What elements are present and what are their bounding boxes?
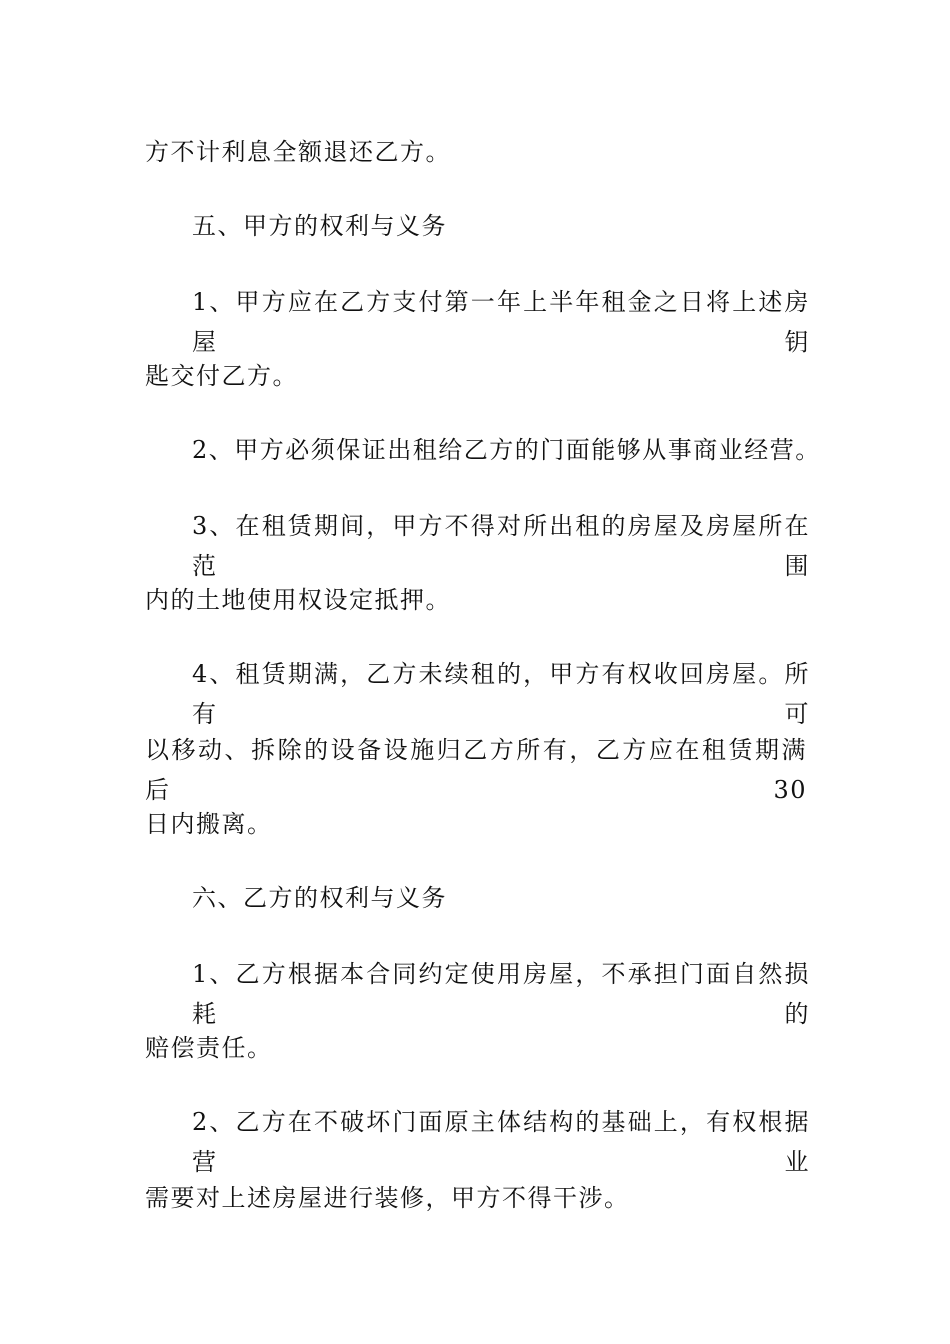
section-heading: 六、乙方的权利与义务 (192, 884, 447, 912)
text-line: 3、在租赁期间，甲方不得对所出租的房屋及房屋所在范围 (192, 512, 810, 580)
text-line: 内的土地使用权设定抵押。 (145, 586, 451, 614)
text-line: 方不计利息全额退还乙方。 (145, 138, 451, 166)
text-line: 需要对上述房屋进行装修，甲方不得干涉。 (145, 1184, 630, 1212)
text-line: 2、乙方在不破坏门面原主体结构的基础上，有权根据营业 (192, 1108, 810, 1176)
text-line: 1、甲方应在乙方支付第一年上半年租金之日将上述房屋钥 (192, 288, 810, 356)
text-line: 赔偿责任。 (145, 1034, 273, 1062)
text-line: 1、乙方根据本合同约定使用房屋，不承担门面自然损耗的 (192, 960, 810, 1028)
text-line: 2、甲方必须保证出租给乙方的门面能够从事商业经营。 (192, 436, 821, 464)
text-line: 匙交付乙方。 (145, 362, 298, 390)
text-line: 日内搬离。 (145, 810, 273, 838)
section-heading: 五、甲方的权利与义务 (192, 212, 447, 240)
text-line: 以移动、拆除的设备设施归乙方所有，乙方应在租赁期满后 30 (145, 736, 807, 804)
text-line: 4、租赁期满，乙方未续租的，甲方有权收回房屋。所有可 (192, 660, 810, 728)
